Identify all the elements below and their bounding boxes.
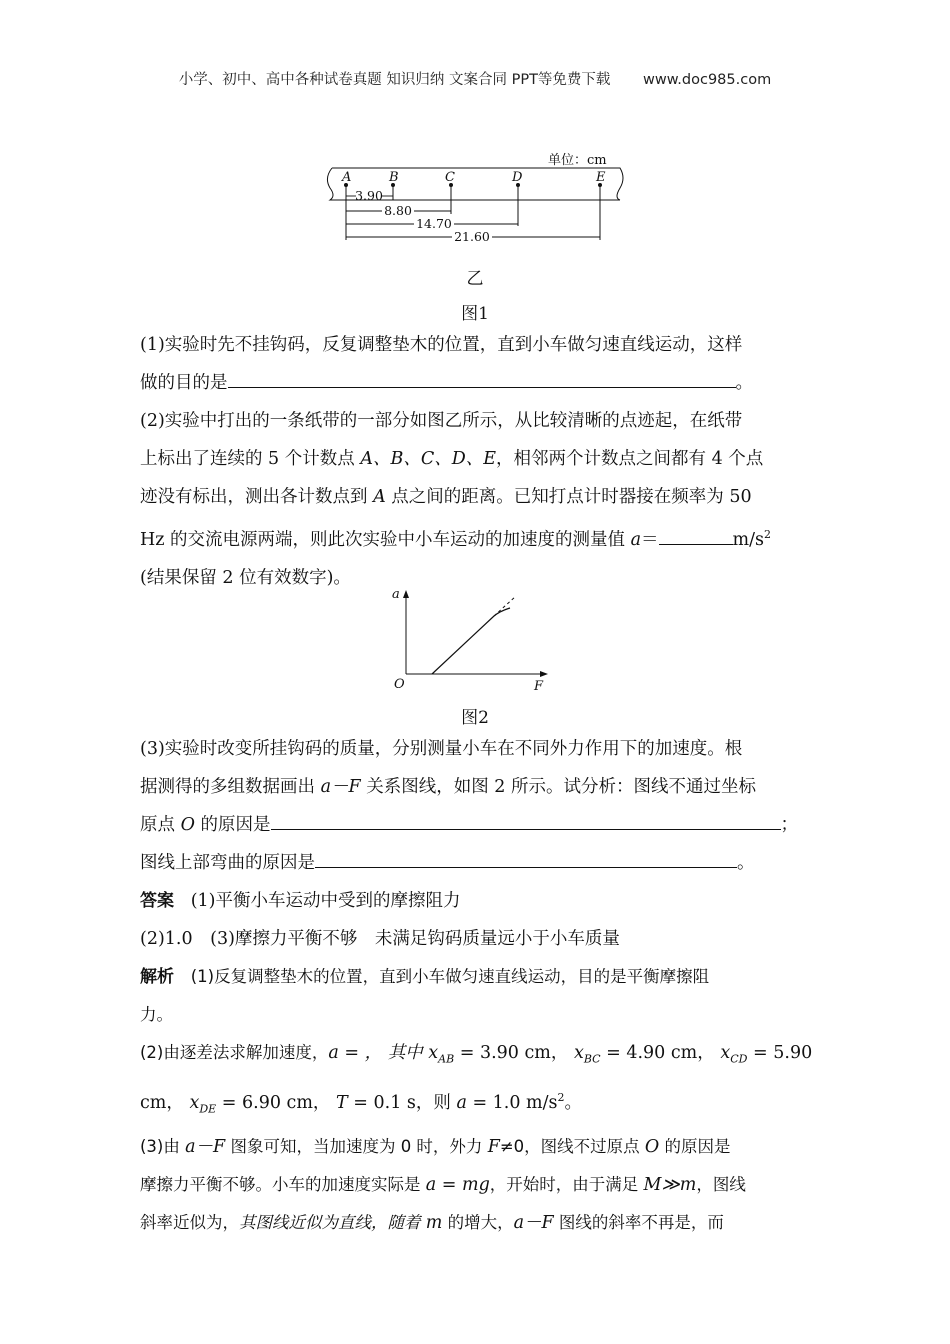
q3-line-2: 据测得的多组数据画出 a－F 关系图线，如图 2 所示。试分析：图线不通过坐标 — [140, 777, 756, 797]
q3-line-3: 原点 O 的原因是 ； — [140, 806, 812, 844]
q2-answer-blank[interactable] — [659, 522, 733, 545]
q2-line-5: (结果保留 2 位有效数字)。 — [140, 567, 351, 588]
label-a: A — [342, 170, 352, 185]
answer-line-2: (2)1.0 (3)摩擦力平衡不够 未满足钩码质量远小于小车质量 — [140, 929, 620, 949]
figure-2-graph — [374, 586, 554, 698]
unit-label: 单位：cm — [548, 153, 607, 168]
analysis-p2-line-2: cm， $x_{DE} = 6.90$ cm， T = 0.1 s，则 a = 1.0 $m/s^2$。 — [140, 1090, 583, 1115]
measure-ab: 3.90 — [355, 188, 383, 203]
analysis-p1-line-2: 力。 — [140, 1005, 173, 1024]
origin-label: O — [394, 677, 405, 692]
page-header — [0, 68, 950, 89]
q1-line-1: (1)实验时先不挂钩码，反复调整垫木的位置，直到小车做匀速直线运动，这样 — [140, 335, 743, 355]
header-text: 小学、初中、高中各种试卷真题 知识归纳 文案合同 PPT等免费下载 — [178, 72, 611, 88]
q1-line-2: 做的目的是 。 — [140, 364, 812, 402]
analysis-p1-line-1: 解析 (1)反复调整垫木的位置，直到小车做匀速直线运动，目的是平衡摩擦阻 — [140, 967, 710, 987]
analysis-p3-line-3: 斜率近似为，其图线近似为直线，随着 m 的增大，a－F 图线的斜率不再是，而 — [140, 1212, 724, 1233]
analysis-p3-line-2: 摩擦力平衡不够。小车的加速度实际是 a = mg，开始时，由于满足 M≫m，图线 — [140, 1174, 746, 1195]
q3-answer-blank-1[interactable] — [271, 807, 781, 830]
q3-answer-blank-2[interactable] — [315, 845, 737, 868]
measure-ae: 21.60 — [454, 229, 490, 244]
analysis-p3-line-1: (3)由 a－F 图象可知，当加速度为 0 时，外力 F≠0，图线不过原点 O 的原因是 — [140, 1136, 731, 1157]
q3-line-4: 图线上部弯曲的原因是 。 — [140, 844, 812, 882]
y-axis-label: a — [392, 587, 400, 602]
graph-line — [432, 608, 510, 674]
label-d: D — [512, 170, 523, 185]
figure-1-sublabel: 乙 — [466, 269, 484, 289]
q1-answer-blank[interactable] — [228, 365, 736, 388]
label-c: C — [445, 170, 455, 185]
label-b: B — [389, 170, 399, 185]
analysis-label: 解析 — [140, 967, 174, 987]
answer-label: 答案 — [140, 891, 174, 911]
q2-line-2: 上标出了连续的 5 个计数点 A、B、C、D、E，相邻两个计数点之间都有 4 个点 — [140, 449, 764, 469]
answer-section — [140, 882, 812, 958]
measure-ac: 8.80 — [384, 203, 412, 218]
question-3 — [140, 730, 812, 882]
q2-line-3: 迹没有标出，测出各计数点到 A 点之间的距离。已知打点计时器接在频率为 50 — [140, 487, 752, 507]
analysis-section — [140, 958, 812, 1242]
figure-1-tape — [320, 148, 630, 248]
header-url: www.doc985.com — [643, 72, 772, 88]
figure-2-caption: 图2 — [461, 708, 489, 728]
answer-line-1: 答案 (1)平衡小车运动中受到的摩擦阻力 — [140, 891, 461, 911]
q2-line-1: (2)实验中打出的一条纸带的一部分如图乙所示，从比较清晰的点迹起，在纸带 — [140, 411, 743, 431]
analysis-p2-line-1: (2)由逐差法求解加速度，a = ， 其中 $x_{AB} = 3.90$ cm， $x_{BC} = 4.90$ cm， $x_{CD} = 5.90$ — [140, 1043, 813, 1066]
label-e: E — [596, 170, 606, 185]
q3-line-1: (3)实验时改变所挂钩码的质量，分别测量小车在不同外力作用下的加速度。根 — [140, 739, 743, 759]
question-1 — [140, 326, 812, 402]
question-2 — [140, 402, 812, 597]
tape-points — [344, 183, 602, 187]
q2-line-4: Hz 的交流电源两端，则此次实验中小车运动的加速度的测量值 $a= m/s^2$ — [140, 516, 812, 559]
figure-1-caption: 图1 — [461, 304, 489, 324]
x-axis-label: F — [534, 679, 544, 694]
measure-ad: 14.70 — [416, 216, 452, 231]
